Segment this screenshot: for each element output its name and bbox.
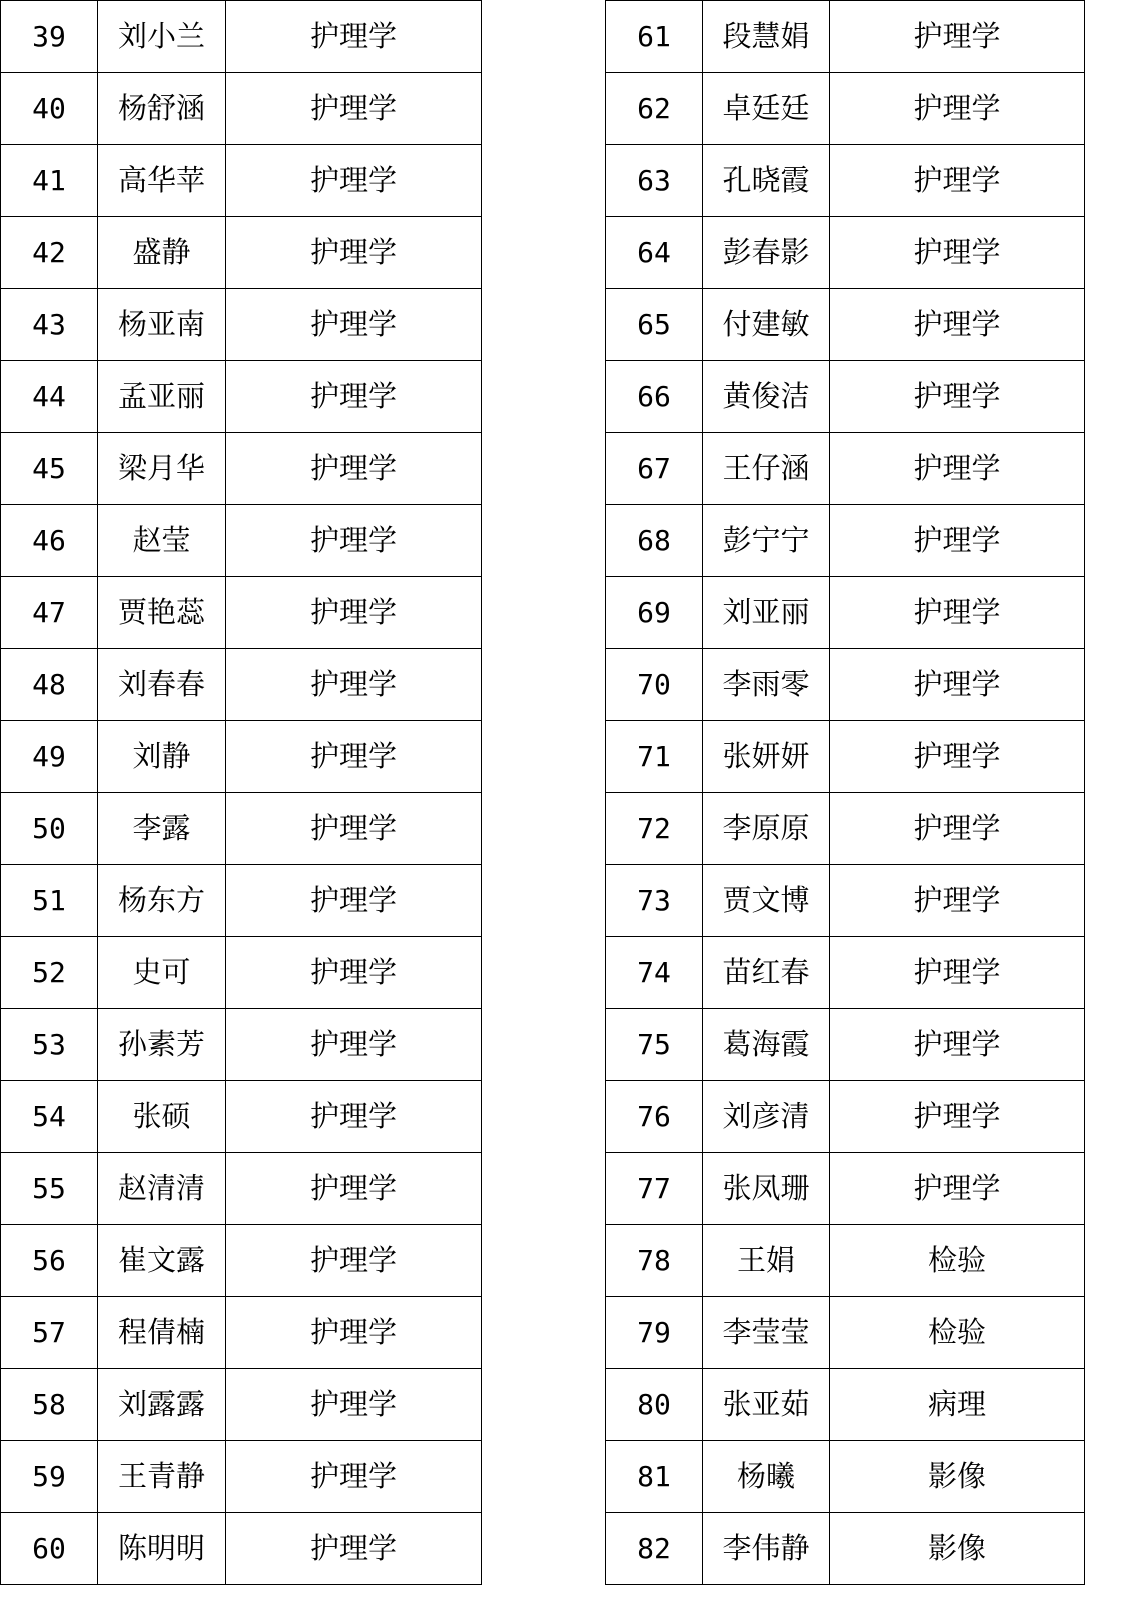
name-cell: 贾艳蕊 bbox=[98, 577, 226, 649]
row-number-cell: 41 bbox=[1, 145, 98, 217]
name-cell: 彭宁宁 bbox=[703, 505, 830, 577]
name-cell: 张凤珊 bbox=[703, 1153, 830, 1225]
name-cell: 卓廷廷 bbox=[703, 73, 830, 145]
table-row bbox=[1, 937, 482, 1009]
row-number-cell: 71 bbox=[606, 721, 703, 793]
row-number-cell: 78 bbox=[606, 1225, 703, 1297]
table-row bbox=[606, 1225, 1085, 1297]
major-cell: 护理学 bbox=[226, 433, 482, 505]
name-cell: 张妍妍 bbox=[703, 721, 830, 793]
major-cell: 护理学 bbox=[830, 217, 1085, 289]
row-number-cell: 45 bbox=[1, 433, 98, 505]
table-row bbox=[606, 1, 1085, 73]
name-cell: 史可 bbox=[98, 937, 226, 1009]
major-cell: 护理学 bbox=[830, 1081, 1085, 1153]
row-number-cell: 46 bbox=[1, 505, 98, 577]
table-row bbox=[1, 865, 482, 937]
major-cell: 护理学 bbox=[830, 937, 1085, 1009]
name-cell: 刘静 bbox=[98, 721, 226, 793]
table-row bbox=[1, 145, 482, 217]
table-row bbox=[1, 649, 482, 721]
row-number-cell: 54 bbox=[1, 1081, 98, 1153]
table-row bbox=[1, 1153, 482, 1225]
name-cell: 赵莹 bbox=[98, 505, 226, 577]
table-row bbox=[606, 1369, 1085, 1441]
row-number-cell: 53 bbox=[1, 1009, 98, 1081]
row-number-cell: 72 bbox=[606, 793, 703, 865]
row-number-cell: 48 bbox=[1, 649, 98, 721]
major-cell: 护理学 bbox=[830, 433, 1085, 505]
table-row bbox=[1, 1081, 482, 1153]
name-cell: 张硕 bbox=[98, 1081, 226, 1153]
row-number-cell: 50 bbox=[1, 793, 98, 865]
table-row bbox=[606, 1081, 1085, 1153]
name-cell: 孟亚丽 bbox=[98, 361, 226, 433]
major-cell: 护理学 bbox=[226, 1153, 482, 1225]
table-row bbox=[606, 145, 1085, 217]
table-row bbox=[606, 73, 1085, 145]
major-cell: 护理学 bbox=[830, 793, 1085, 865]
row-number-cell: 62 bbox=[606, 73, 703, 145]
row-number-cell: 49 bbox=[1, 721, 98, 793]
major-cell: 影像 bbox=[830, 1513, 1085, 1585]
major-cell: 护理学 bbox=[226, 649, 482, 721]
name-cell: 彭春影 bbox=[703, 217, 830, 289]
name-cell: 王仔涵 bbox=[703, 433, 830, 505]
name-cell: 张亚茹 bbox=[703, 1369, 830, 1441]
row-number-cell: 52 bbox=[1, 937, 98, 1009]
table-row bbox=[606, 577, 1085, 649]
row-number-cell: 56 bbox=[1, 1225, 98, 1297]
name-cell: 李雨零 bbox=[703, 649, 830, 721]
table-row bbox=[1, 217, 482, 289]
roster-table-left bbox=[0, 0, 482, 1585]
table-row bbox=[1, 1513, 482, 1585]
table-row bbox=[606, 649, 1085, 721]
table-row bbox=[1, 721, 482, 793]
table-row bbox=[1, 505, 482, 577]
name-cell: 贾文博 bbox=[703, 865, 830, 937]
row-number-cell: 63 bbox=[606, 145, 703, 217]
name-cell: 杨曦 bbox=[703, 1441, 830, 1513]
row-number-cell: 64 bbox=[606, 217, 703, 289]
name-cell: 黄俊洁 bbox=[703, 361, 830, 433]
roster-table-right-body bbox=[606, 1, 1085, 1585]
table-row bbox=[1, 1297, 482, 1369]
roster-table-right bbox=[605, 0, 1085, 1585]
name-cell: 杨东方 bbox=[98, 865, 226, 937]
row-number-cell: 80 bbox=[606, 1369, 703, 1441]
row-number-cell: 77 bbox=[606, 1153, 703, 1225]
major-cell: 护理学 bbox=[830, 649, 1085, 721]
table-row bbox=[606, 1513, 1085, 1585]
major-cell: 护理学 bbox=[226, 793, 482, 865]
table-row bbox=[1, 1369, 482, 1441]
table-row bbox=[1, 1, 482, 73]
row-number-cell: 55 bbox=[1, 1153, 98, 1225]
table-row bbox=[606, 1009, 1085, 1081]
name-cell: 盛静 bbox=[98, 217, 226, 289]
row-number-cell: 51 bbox=[1, 865, 98, 937]
row-number-cell: 57 bbox=[1, 1297, 98, 1369]
row-number-cell: 58 bbox=[1, 1369, 98, 1441]
row-number-cell: 76 bbox=[606, 1081, 703, 1153]
major-cell: 护理学 bbox=[226, 865, 482, 937]
row-number-cell: 60 bbox=[1, 1513, 98, 1585]
major-cell: 护理学 bbox=[830, 1009, 1085, 1081]
table-row bbox=[606, 505, 1085, 577]
table-row bbox=[1, 361, 482, 433]
table-row bbox=[1, 1225, 482, 1297]
name-cell: 梁月华 bbox=[98, 433, 226, 505]
name-cell: 刘亚丽 bbox=[703, 577, 830, 649]
row-number-cell: 79 bbox=[606, 1297, 703, 1369]
major-cell: 护理学 bbox=[226, 1513, 482, 1585]
name-cell: 葛海霞 bbox=[703, 1009, 830, 1081]
name-cell: 杨亚南 bbox=[98, 289, 226, 361]
major-cell: 护理学 bbox=[830, 1, 1085, 73]
row-number-cell: 42 bbox=[1, 217, 98, 289]
table-row bbox=[606, 289, 1085, 361]
name-cell: 孙素芳 bbox=[98, 1009, 226, 1081]
table-row bbox=[606, 721, 1085, 793]
row-number-cell: 70 bbox=[606, 649, 703, 721]
major-cell: 护理学 bbox=[226, 721, 482, 793]
table-row bbox=[1, 1441, 482, 1513]
major-cell: 护理学 bbox=[226, 1441, 482, 1513]
name-cell: 高华苹 bbox=[98, 145, 226, 217]
major-cell: 护理学 bbox=[830, 73, 1085, 145]
major-cell: 护理学 bbox=[830, 721, 1085, 793]
name-cell: 李莹莹 bbox=[703, 1297, 830, 1369]
major-cell: 护理学 bbox=[830, 577, 1085, 649]
major-cell: 护理学 bbox=[226, 577, 482, 649]
table-row bbox=[606, 1153, 1085, 1225]
major-cell: 护理学 bbox=[830, 865, 1085, 937]
name-cell: 陈明明 bbox=[98, 1513, 226, 1585]
table-row bbox=[606, 433, 1085, 505]
major-cell: 护理学 bbox=[830, 289, 1085, 361]
table-row bbox=[606, 865, 1085, 937]
table-row bbox=[1, 433, 482, 505]
table-row bbox=[606, 793, 1085, 865]
name-cell: 李原原 bbox=[703, 793, 830, 865]
major-cell: 病理 bbox=[830, 1369, 1085, 1441]
row-number-cell: 81 bbox=[606, 1441, 703, 1513]
major-cell: 护理学 bbox=[226, 1297, 482, 1369]
row-number-cell: 61 bbox=[606, 1, 703, 73]
major-cell: 护理学 bbox=[226, 73, 482, 145]
row-number-cell: 74 bbox=[606, 937, 703, 1009]
row-number-cell: 75 bbox=[606, 1009, 703, 1081]
roster-table-left-body bbox=[1, 1, 482, 1585]
major-cell: 护理学 bbox=[226, 145, 482, 217]
row-number-cell: 82 bbox=[606, 1513, 703, 1585]
major-cell: 护理学 bbox=[226, 289, 482, 361]
table-row bbox=[1, 793, 482, 865]
name-cell: 段慧娟 bbox=[703, 1, 830, 73]
name-cell: 苗红春 bbox=[703, 937, 830, 1009]
table-row bbox=[606, 1297, 1085, 1369]
major-cell: 护理学 bbox=[226, 1369, 482, 1441]
major-cell: 护理学 bbox=[226, 937, 482, 1009]
major-cell: 护理学 bbox=[830, 505, 1085, 577]
major-cell: 护理学 bbox=[226, 361, 482, 433]
table-row bbox=[1, 577, 482, 649]
row-number-cell: 65 bbox=[606, 289, 703, 361]
table-row bbox=[606, 361, 1085, 433]
row-number-cell: 40 bbox=[1, 73, 98, 145]
name-cell: 孔晓霞 bbox=[703, 145, 830, 217]
name-cell: 崔文露 bbox=[98, 1225, 226, 1297]
name-cell: 付建敏 bbox=[703, 289, 830, 361]
name-cell: 刘春春 bbox=[98, 649, 226, 721]
major-cell: 护理学 bbox=[830, 361, 1085, 433]
major-cell: 护理学 bbox=[226, 1081, 482, 1153]
name-cell: 程倩楠 bbox=[98, 1297, 226, 1369]
row-number-cell: 44 bbox=[1, 361, 98, 433]
major-cell: 护理学 bbox=[226, 1009, 482, 1081]
name-cell: 王娟 bbox=[703, 1225, 830, 1297]
name-cell: 刘彦清 bbox=[703, 1081, 830, 1153]
row-number-cell: 47 bbox=[1, 577, 98, 649]
row-number-cell: 43 bbox=[1, 289, 98, 361]
name-cell: 刘小兰 bbox=[98, 1, 226, 73]
major-cell: 影像 bbox=[830, 1441, 1085, 1513]
major-cell: 护理学 bbox=[830, 145, 1085, 217]
row-number-cell: 67 bbox=[606, 433, 703, 505]
name-cell: 刘露露 bbox=[98, 1369, 226, 1441]
major-cell: 护理学 bbox=[830, 1153, 1085, 1225]
major-cell: 护理学 bbox=[226, 1225, 482, 1297]
major-cell: 护理学 bbox=[226, 505, 482, 577]
row-number-cell: 69 bbox=[606, 577, 703, 649]
name-cell: 杨舒涵 bbox=[98, 73, 226, 145]
name-cell: 王青静 bbox=[98, 1441, 226, 1513]
row-number-cell: 73 bbox=[606, 865, 703, 937]
row-number-cell: 39 bbox=[1, 1, 98, 73]
name-cell: 李露 bbox=[98, 793, 226, 865]
table-row bbox=[1, 73, 482, 145]
major-cell: 护理学 bbox=[226, 217, 482, 289]
row-number-cell: 59 bbox=[1, 1441, 98, 1513]
name-cell: 赵清清 bbox=[98, 1153, 226, 1225]
row-number-cell: 68 bbox=[606, 505, 703, 577]
row-number-cell: 66 bbox=[606, 361, 703, 433]
table-row bbox=[606, 1441, 1085, 1513]
major-cell: 检验 bbox=[830, 1225, 1085, 1297]
table-row bbox=[1, 289, 482, 361]
major-cell: 护理学 bbox=[226, 1, 482, 73]
table-row bbox=[1, 1009, 482, 1081]
table-row bbox=[606, 217, 1085, 289]
major-cell: 检验 bbox=[830, 1297, 1085, 1369]
table-row bbox=[606, 937, 1085, 1009]
name-cell: 李伟静 bbox=[703, 1513, 830, 1585]
